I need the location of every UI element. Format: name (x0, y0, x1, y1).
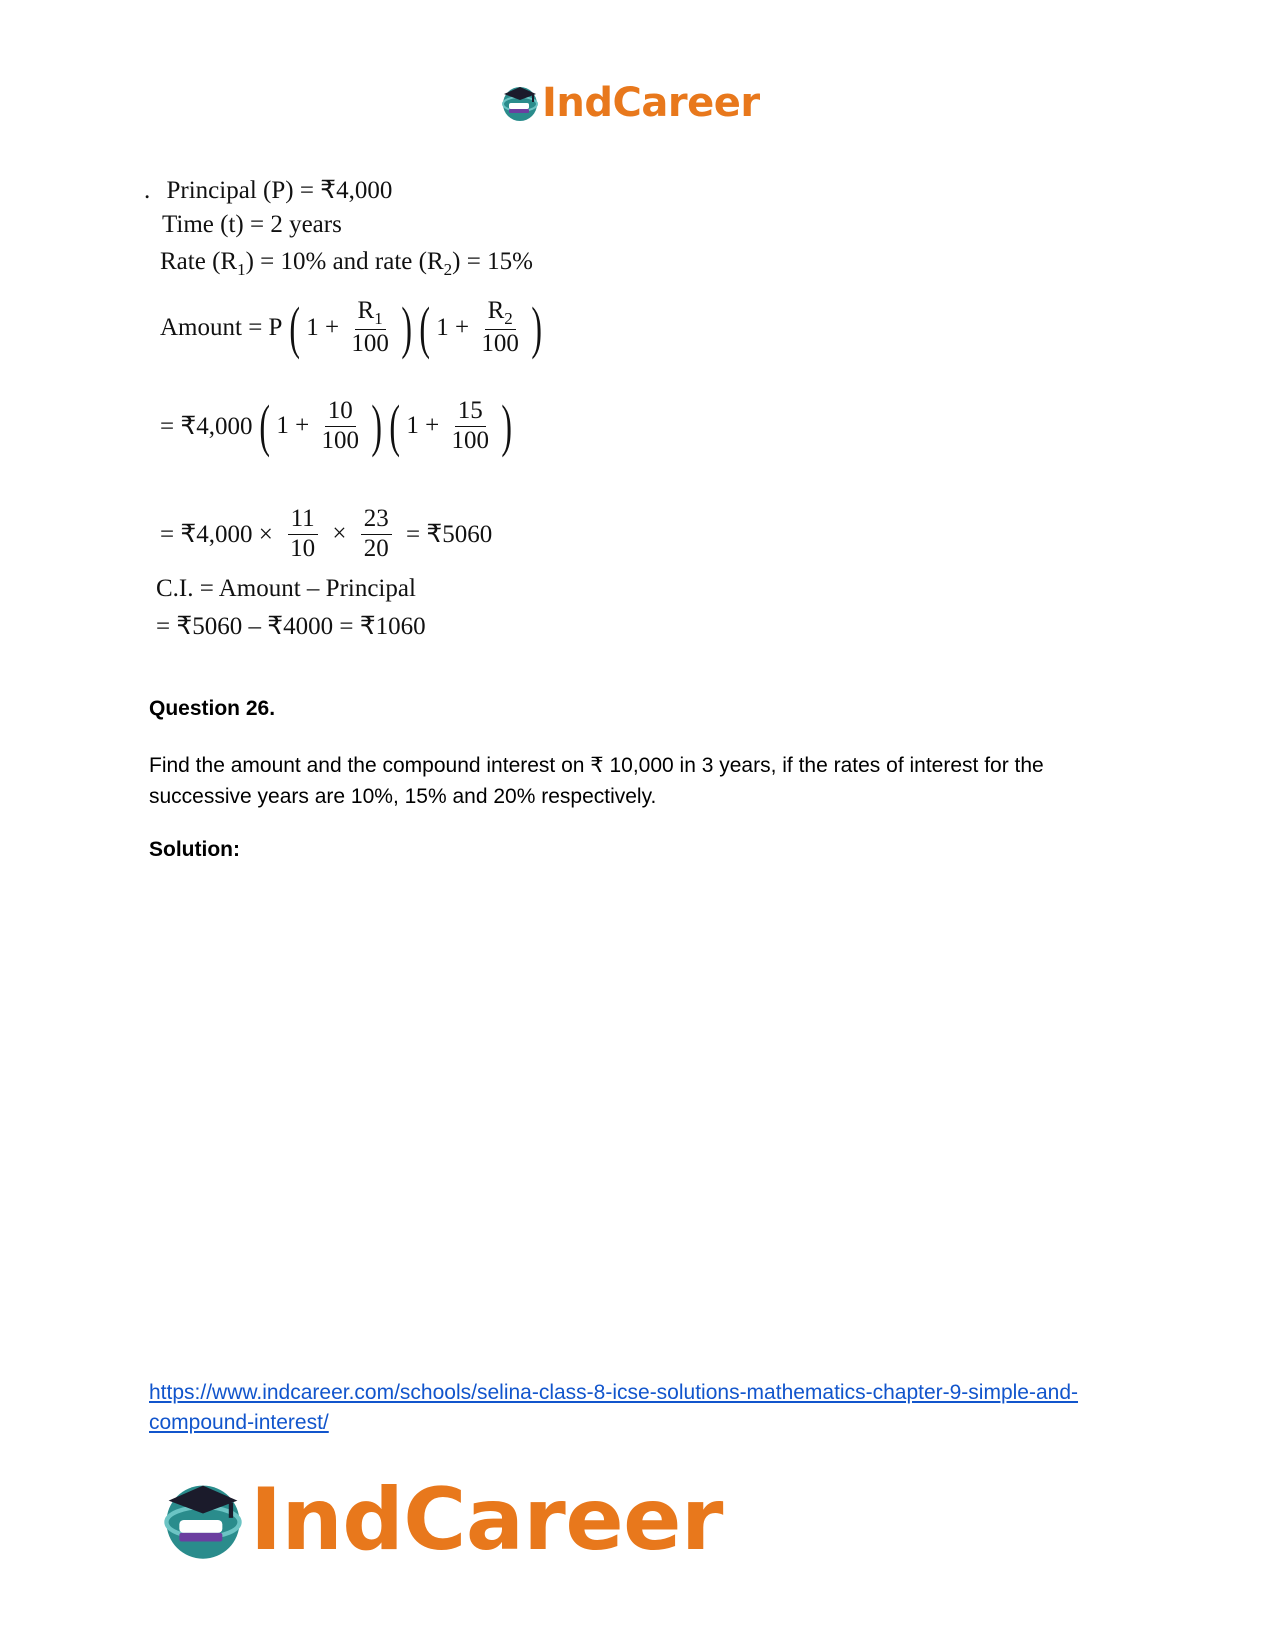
logo-wordmark: IndCareer (542, 80, 760, 126)
denominator: 100 (351, 329, 389, 357)
paren-close: ) (501, 393, 513, 459)
rate-text-b: ) = 10% and rate (R (245, 248, 444, 275)
denominator: 10 (290, 534, 316, 562)
r2-letter: R (487, 297, 505, 324)
indcareer-logo-top (500, 80, 760, 126)
denominator: 100 (451, 426, 489, 454)
math-line-time: Time (t) = 2 years (162, 211, 342, 238)
one-plus-1: 1 + (306, 313, 340, 341)
amount-label: Amount = P (160, 313, 283, 341)
rate-text-c: ) = 15% (452, 248, 533, 275)
paren-open: ( (419, 294, 430, 360)
math-line-amount-formula (160, 294, 543, 360)
step2-prefix: = ₹4,000 (160, 413, 253, 441)
fraction-23-20 (361, 505, 392, 564)
numerator: 11 (288, 505, 318, 535)
paren-close: ) (371, 393, 383, 459)
math-line-step-2 (160, 393, 513, 459)
rate-sub-2: 2 (443, 260, 453, 279)
question-text: Find the amount and the compound interest on ₹ 10,000 in 3 years, if the rates of interest for the successive years are 10%, 15% and 20% respectively. (149, 754, 1044, 808)
denominator: 100 (481, 329, 519, 357)
fraction-r1-100 (348, 297, 392, 358)
logo-wordmark: IndCareer (250, 1470, 723, 1570)
paren-close: ) (401, 294, 413, 360)
math-line-step-3 (160, 505, 492, 564)
graduation-cap-globe-icon (160, 1477, 246, 1563)
indcareer-logo-bottom (160, 1470, 723, 1570)
graduation-cap-globe-icon (500, 83, 540, 123)
times-sign: × (332, 520, 347, 548)
denominator: 20 (363, 534, 389, 562)
numerator: 10 (325, 397, 356, 427)
r2-sub: 2 (504, 309, 513, 328)
paren-open: ( (259, 393, 270, 459)
solution-heading: Solution: (149, 838, 240, 861)
source-url-link[interactable]: https://www.indcareer.com/schools/selina-class-8-icse-solutions-mathematics-chapter-9-simple-and-compound-interest/ (149, 1381, 1079, 1434)
one-plus-2: 1 + (436, 313, 470, 341)
r1-letter: R (357, 297, 375, 324)
step3-result: = ₹5060 (405, 521, 493, 549)
paren-close: ) (531, 294, 543, 360)
paren-open: ( (389, 393, 400, 459)
fraction-10-100 (318, 397, 362, 456)
one-plus-4: 1 + (406, 412, 440, 440)
bullet-mark: . (144, 177, 151, 204)
fraction-r2-100 (478, 297, 522, 358)
math-line-rate (160, 248, 533, 280)
denominator: 100 (321, 426, 359, 454)
question-heading: Question 26. (149, 697, 276, 720)
numerator: 23 (361, 505, 392, 535)
r1-sub: 1 (374, 309, 383, 328)
math-line-ci-result: = ₹5060 – ₹4000 = ₹1060 (156, 613, 426, 640)
principal-text: Principal (P) = ₹4,000 (166, 177, 393, 204)
fraction-15-100 (448, 397, 492, 456)
one-plus-3: 1 + (276, 412, 310, 440)
math-line-ci: C.I. = Amount – Principal (156, 575, 416, 602)
math-line-principal (144, 175, 392, 205)
step3-prefix: = ₹4,000 × (160, 521, 273, 549)
numerator: 15 (455, 397, 486, 427)
paren-open: ( (289, 294, 300, 360)
rate-text-a: Rate (R (160, 248, 238, 275)
fraction-11-10 (287, 505, 318, 564)
rate-sub-1: 1 (237, 260, 246, 279)
